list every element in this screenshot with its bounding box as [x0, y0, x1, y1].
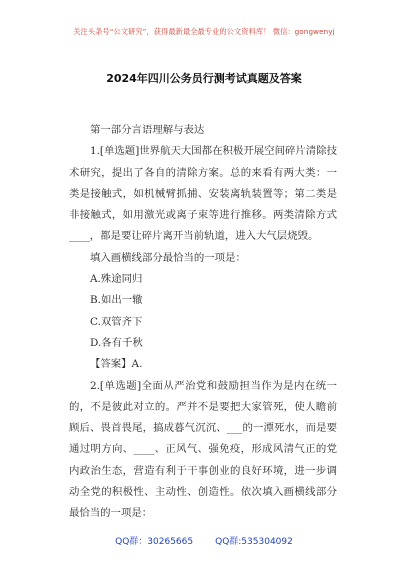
question-2-stem: 2.[单选题]全面从严治党和鼓励担当作为是内在统一的，不是彼此对立的。严并不是要把大家管死，使人瞻前顾后、畏首畏尾，搞成暮气沉沉、___的一潭死水，而是要通过明方向、____、正风气、强免疫，形成风清气正的党内政治生态，营造有利于干事创业的良好环境，进一步调动全党的积极性、主动性、创造性。依次填入画横线部分最恰当的一项是：: [69, 379, 337, 520]
footer-qq-group-2: QQ群:535304092: [215, 537, 293, 547]
question-1-answer: 【答案】A.: [90, 358, 143, 371]
section-title: 第一部分言语理解与表达: [90, 124, 205, 136]
document-body: [69, 120, 337, 525]
question-1-option-c: C.双管齐下: [90, 315, 143, 328]
question-1-option-a: A.殊途同归: [90, 273, 143, 286]
question-1-option-d: D.各有千秋: [90, 336, 143, 349]
header-promo-note: 关注头条号“公文研究”，获得最新最全最专业的公文资料库！ 微信：gongwenyj: [73, 27, 335, 36]
footer-contact: [0, 534, 408, 547]
document-title: 2024年四川公务员行测考试真题及答案: [106, 72, 302, 85]
footer-qq-group-1: QQ群：30265665: [115, 537, 194, 547]
question-1-prompt: 填入画横线部分最恰当的一项是：: [90, 251, 246, 264]
question-1-stem: 1.[单选题]世界航天大国都在积极开展空间碎片清除技术研究，提出了各自的清除方案。总的来看有两大类：一类是接触式，如机械臂抓捕、安装离轨装置等；第二类是非接触式，如用激光或离子束等进行推移。两类清除方式____，都是要让碎片离开当前轨道，进入大气层烧毁。: [69, 145, 337, 243]
question-1-option-b: B.如出一辙: [90, 294, 143, 307]
